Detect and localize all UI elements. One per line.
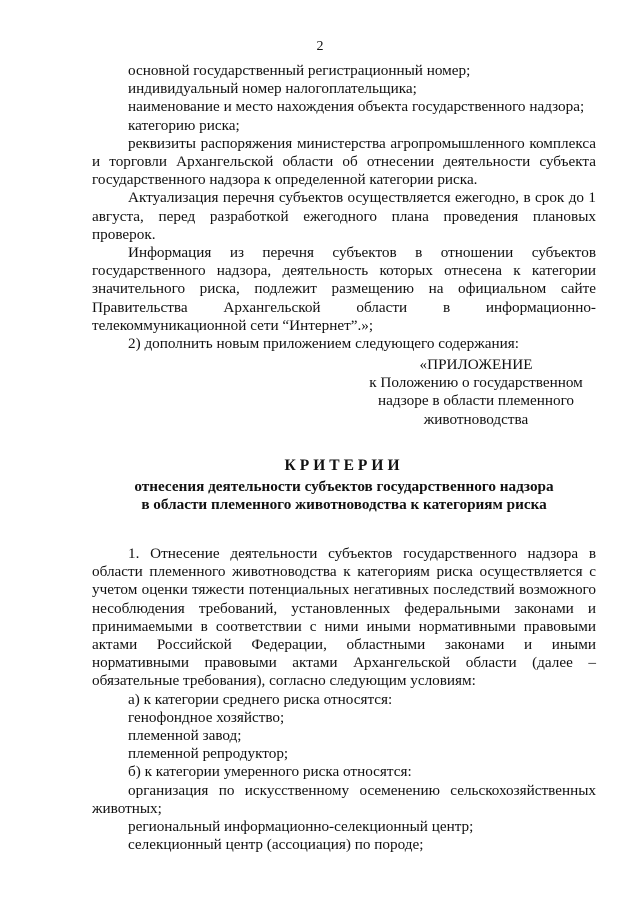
list-item: генофондное хозяйство; — [128, 708, 285, 726]
criteria-subtitle — [92, 478, 596, 514]
criteria-subtitle-line: отнесения деятельности субъектов государственного надзора — [134, 478, 554, 495]
paragraph-info: Информация из перечня субъектов в отношении субъектов государственного надзора, деятельность которых отнесена к категории значительного риска, подлежит размещению на официальном сайте Правительства Архангельской области в информационно-телекоммуникационной сети “Интернет”.»; — [92, 244, 596, 334]
list-item: наименование и место нахождения объекта государственного надзора; — [128, 98, 585, 116]
paragraph-1: 1. Отнесение деятельности субъектов государственного надзора в области племенного животноводства к категориям риска осуществляется с учетом оценки тяжести потенциальных негативных последствий возможного несоблюдения требований, установленных федеральными законами и принимаемыми в соответствии с ними иными нормативными правовыми актами Российской Федерации, областными законами и иными нормативными правовыми актами Архангельской области (далее – обязательные требования), согласно следующим условиям: — [92, 545, 596, 690]
paragraph-update: Актуализация перечня субъектов осуществляется ежегодно, в срок до 1 августа, перед разработкой ежегодного плана проведения плановых проверок. — [92, 189, 596, 243]
appendix-line: надзоре в области племенного — [377, 392, 575, 410]
list-item: основной государственный регистрационный номер; — [128, 62, 471, 79]
list-b-header: б) к категории умеренного риска относятся: — [128, 763, 412, 781]
paragraph-requisites: реквизиты распоряжения министерства агропромышленного комплекса и торговли Архангельской области об отнесении деятельности субъекта государственного надзора к определенной категории риска. — [92, 134, 596, 189]
item-2: 2) дополнить новым приложением следующего содержания: — [128, 335, 519, 353]
list-item: индивидуальный номер налогоплательщика; — [128, 80, 417, 98]
top-section — [92, 62, 596, 353]
appendix-line: животноводства — [423, 410, 529, 428]
list-a-header: а) к категории среднего риска относятся: — [128, 690, 393, 708]
criteria-title: КРИТЕРИИ — [284, 457, 404, 474]
appendix-line: к Положению о государственном — [369, 374, 583, 392]
criteria-subtitle-line: в области племенного животноводства к категориям риска — [141, 496, 547, 514]
list-item: селекционный центр (ассоциация) по породе; — [128, 836, 424, 854]
list-item: организация по искусственному осеменению сельскохозяйственных животных; — [92, 781, 596, 817]
appendix-heading — [360, 356, 592, 429]
criteria-body — [92, 545, 596, 854]
page-number: 2 — [316, 39, 324, 54]
list-item: категорию риска; — [128, 116, 240, 134]
appendix-line: «ПРИЛОЖЕНИЕ — [419, 356, 533, 373]
list-item: племенной завод; — [128, 727, 242, 745]
list-item: региональный информационно-селекционный центр; — [128, 818, 474, 836]
list-item: племенной репродуктор; — [128, 745, 289, 763]
